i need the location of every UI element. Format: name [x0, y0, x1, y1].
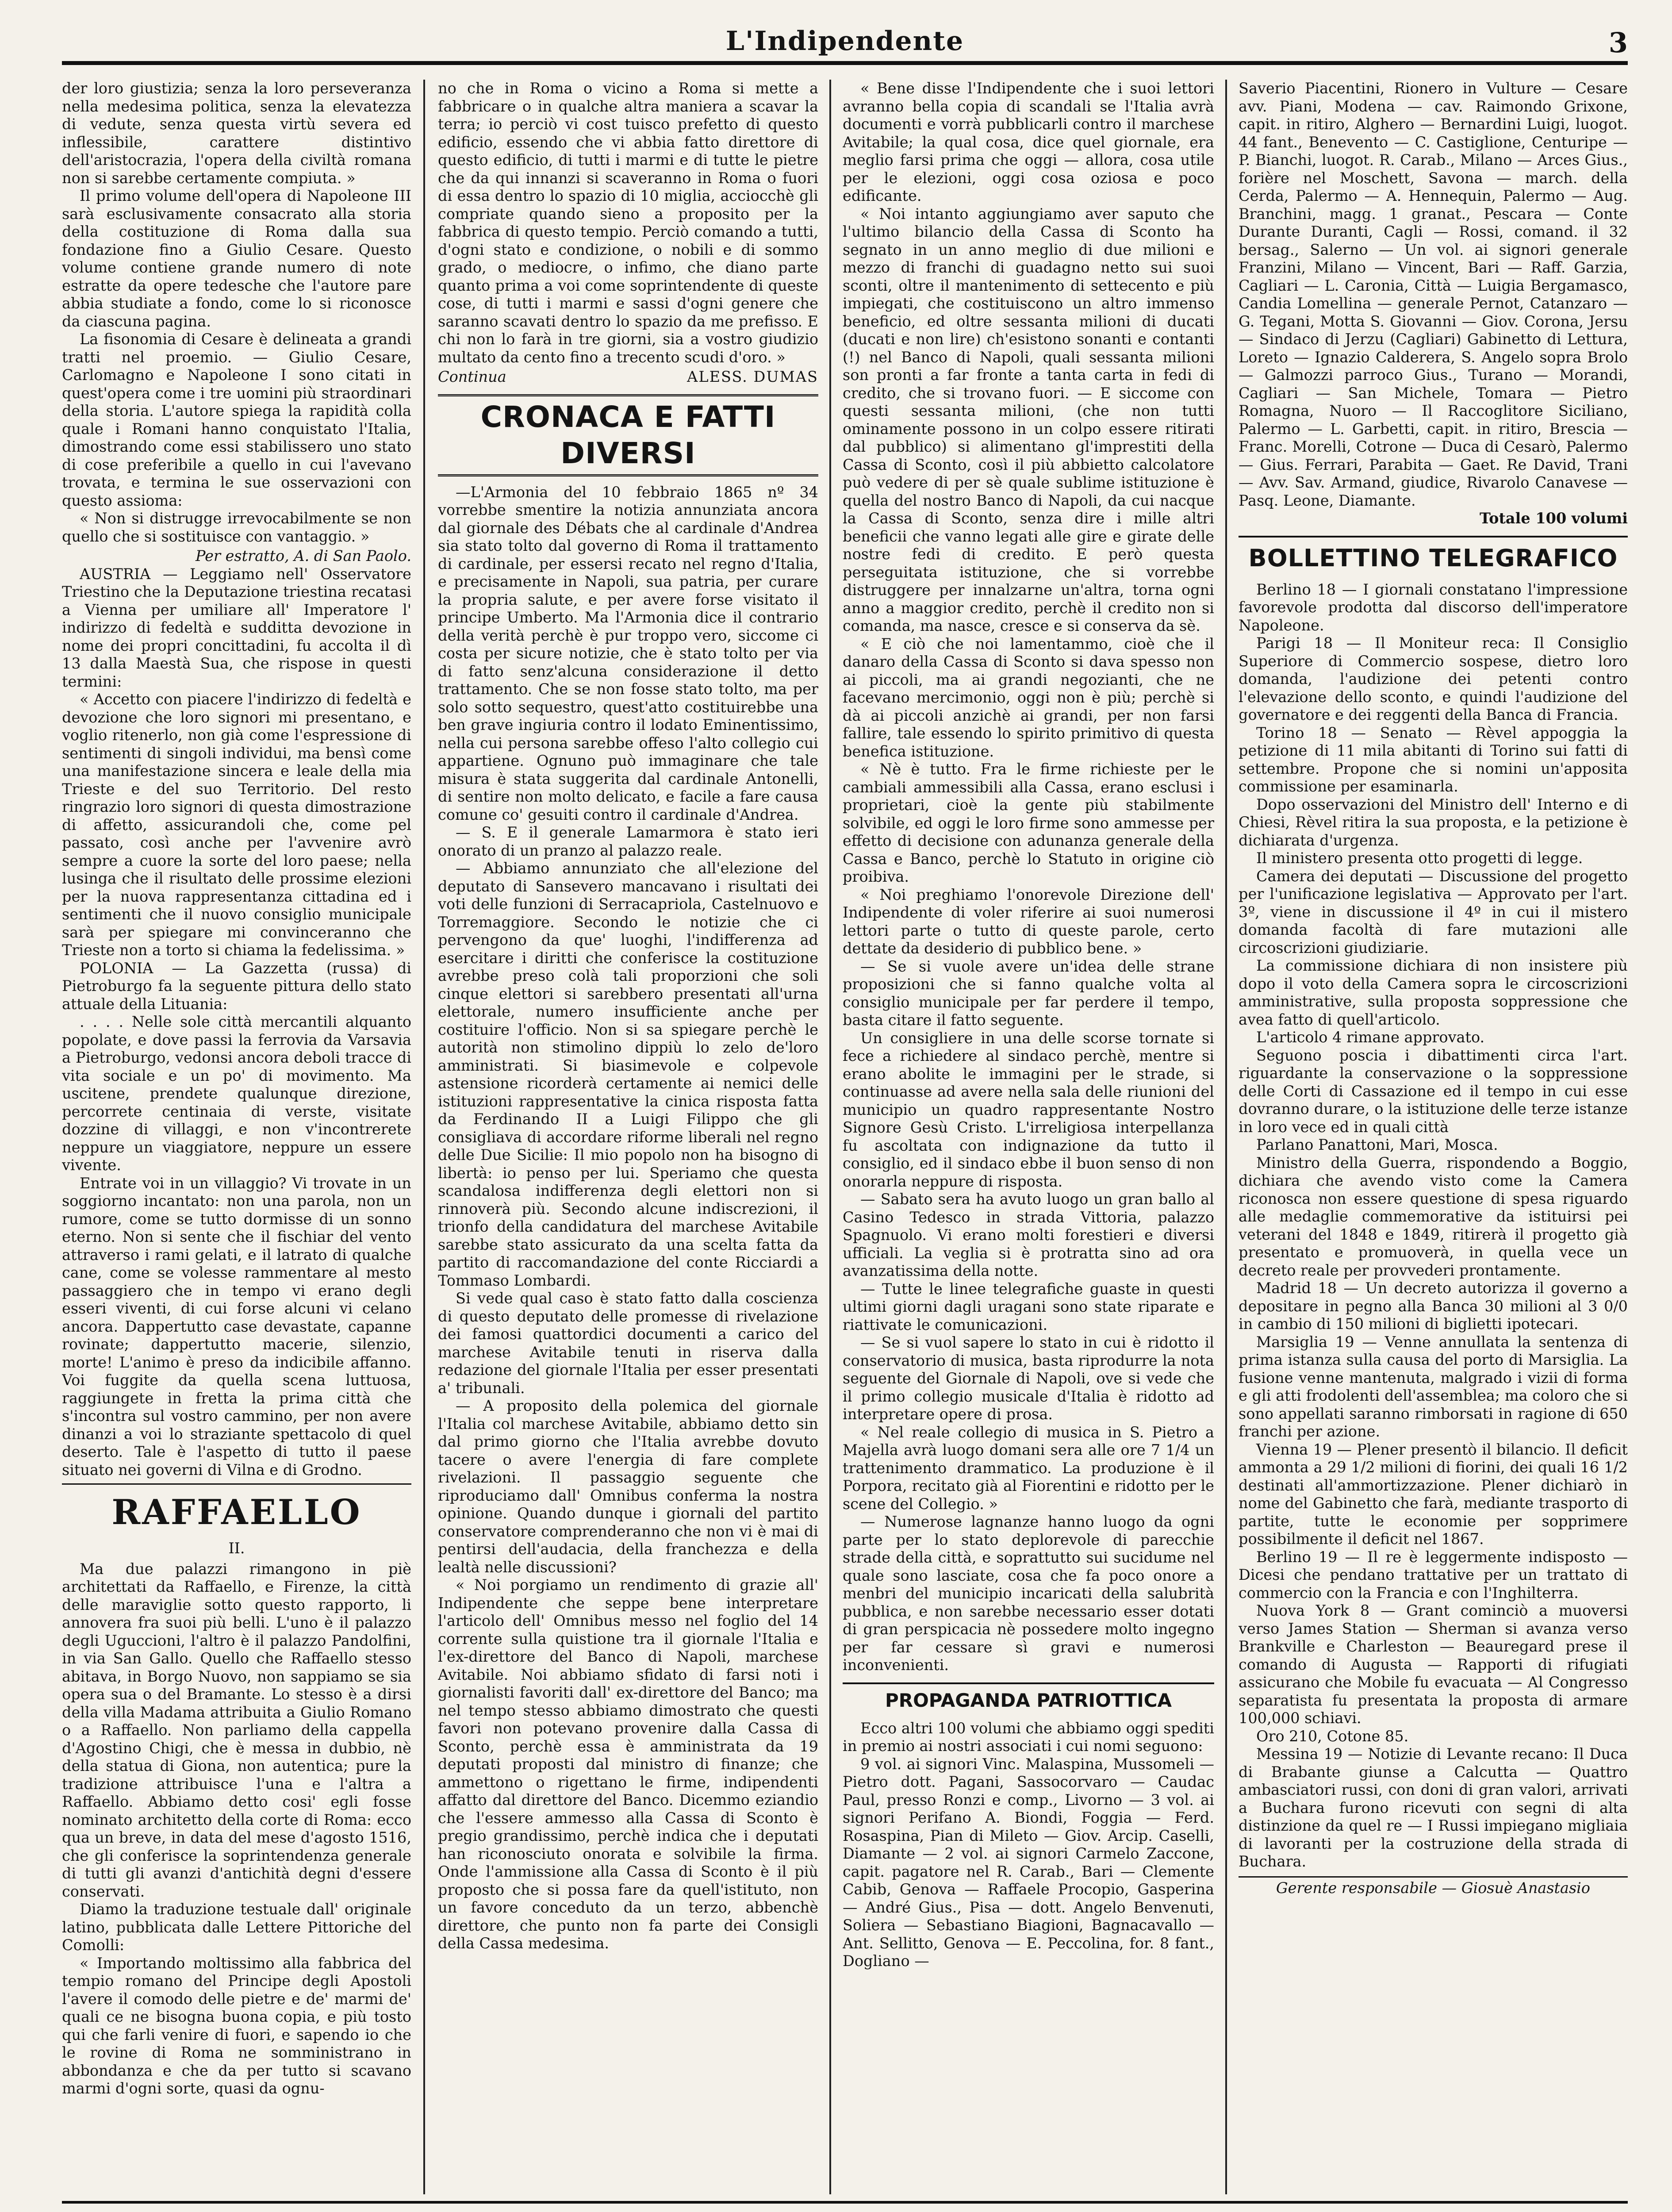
telegram-item: La commissione dichiara di non insistere più dopo il voto della Camera sopra le circoscrizioni amministrative, sulla proposta soppressione che avea fatto di quell'articolo. — [1239, 957, 1628, 1028]
column-1 — [62, 80, 411, 2194]
news-item: — Abbiamo annunziato che all'elezione del deputato di Sansevero mancavano i risultati dei voti delle funzioni di Serracapriola, Castelnuovo e Torremaggiore. Secondo le notizie che ci pervengono da que' luoghi, l'indifferenza ad esercitare i diritti che conferisce la costituzione avrebbe preso colà tali proporzioni che soli cinque elettori si sarebbero presentati all'urna elettorale, numero insufficiente anche per costituire l'officio. Non si sa spiegare perchè le autorità non stimolino dippiù lo zelo de'loro amministrati. Si biasimevole e colpevole astensione ricorderà certamente ai nemici delle istituzioni rappresentative la cinica risposta fatta da Ferdinando II a Luigi Filippo che gli consigliava di accordare riforme liberali nel regno delle Due Sicilie: Il mio popolo non ha bisogno di libertà: io penso per lui. Speriamo che questa scandalosa indifferenza degli elettori non si rinnoverà più. Secondo alcune indiscrezioni, il trionfo della candidatura del marchese Avitabile sarebbe stato assicurato da una scelta fatta da partito di raccomandazione del conte Ricciardi a Tommaso Lombardi. — [438, 860, 818, 1289]
telegram-item: Madrid 18 — Un decreto autorizza il governo a depositare in pegno alla Banca 30 milioni al 3 0/0 in cambio di 150 milioni di biglietti ipotecari. — [1239, 1279, 1628, 1333]
article-paragraph: der loro giustizia; senza la loro perseveranza nella medesima politica, senza la elevatezza di vedute, senza questa virtù severa ed inflessibile, carattere distintivo dell'aristocrazia, l'opera della civiltà romana non si sarebbe certamente compiuta. » — [62, 80, 411, 187]
section-rule — [62, 1483, 411, 1485]
news-polonia: . . . . Nelle sole città mercantili alquanto popolate, e dove passi la ferrovia da Varsavia a Pietroburgo, vedonsi ancora deboli tracce di vita sociale e un po' di movimento. Ma uscitene, prendete qualunque direzione, percorrete centinaia di verste, visitate dozzine di villaggi, e non v'incontrerete neppure un viaggiatore, neppure un essere vivente. — [62, 1013, 411, 1174]
signature — [62, 547, 411, 565]
news-item: — Tutte le linee telegrafiche guaste in questi ultimi giorni dagli uragani sono state riparate e riattivate le comunicazioni. — [843, 1280, 1214, 1333]
telegram-item: Marsiglia 19 — Venne annullata la sentenza di prima istanza sulla causa del porto di Marsiglia. La fusione venne mantenuta, malgrado i vizii di forma e gli atti frodolenti dell'assemblea; ma coloro che si sono appellati saranno rimborsati in ragione di 650 franchi per azione. — [1239, 1333, 1628, 1440]
article-paragraph: « Importando moltissimo alla fabbrica del tempio romano del Principe degli Apostoli l'avere il comodo delle pietre e de' marmi de' quali ce ne bisogna buona copia, e più tosto qui che farli venire di fuori, e sapendo io che le rovine di Roma ne somministrano in abbondanza e che da per tutto si scavano marmi d'ogni sorte, quasi da ognu- — [62, 1954, 411, 2097]
masthead — [62, 22, 1628, 62]
headline-bollettino: BOLLETTINO TELEGRAFICO — [1239, 536, 1628, 574]
article-paragraph: Ecco altri 100 volumi che abbiamo oggi spediti in premio ai nostri associati i cui nomi seguono: — [843, 1719, 1214, 1755]
news-item: Si vede qual caso è stato fatto dalla coscienza di questo deputato delle promesse di rivelazione dei famosi quattordici documenti a carico del marchese Avitabile tenuti in riserva dalla redazione del giornale l'Italia per esser presentati a' tribunali. — [438, 1290, 818, 1397]
telegram-item: Il ministero presenta otto progetti di legge. — [1256, 849, 1583, 867]
column-2 — [438, 80, 818, 2194]
telegram-item: Seguono poscia i dibattimenti circa l'art. riguardante la conservazione o la soppressione delle Corti di Cassazione ed il tempo in cui esse dovranno durare, o la istituzione delle terze istanze in loro vece ed in quali città — [1239, 1046, 1628, 1136]
news-item: — Se si vuol sapere lo stato in cui è ridotto il conservatorio di musica, basta riprodurre la nota seguente del Giornale di Napoli, ove si vede che il primo collegio musicale d'Italia è ridotto ad interpretare opere di prosa. — [843, 1334, 1214, 1423]
headline-raffaello: RAFFAELLO — [111, 1492, 362, 1532]
subscriber-list: 9 vol. ai signori Vinc. Malaspina, Mussomeli — Pietro dott. Pagani, Sassocorvaro — Caudac Paul, presso Ronzi e comp., Livorno — 3 vol. ai signori Perifano A. Biondi, Foggia — Ferd. Rosaspina, Pian di Mileto — Giov. Arcip. Caselli, Diamante — 2 vol. ai signori Carmelo Zaccone, capit. pagatore nel R. Carab., Bari — Clemente Cabib, Genova — Raffaele Procopio, Gasperina — André Gius., Pisa — dott. Angelo Benvenuti, Soliera — Sebastiano Biagioni, Bagnacavallo — Ant. Sellitto, Genova — E. Peccolina, for. 8 fant., Dogliano — — [843, 1755, 1214, 1970]
telegram-item: Parigi 18 — Il Moniteur reca: Il Consiglio Superiore di Commercio sospese, dietro loro domanda, l'audizione dei petenti contro l'elevazione dello sconto, e quindi l'audizione del governatore e dei reggenti della Banca di Francia. — [1239, 634, 1628, 723]
news-austria: AUSTRIA — Leggiamo nell' Osservatore Triestino che la Deputazione triestina recatasi a Vienna per umiliare all' Imperatore l' indirizzo di fedeltà e sudditta devozione in nome dei propri concittadini, fu accolta il dì 13 dalla Maestà Sua, che rispose in questi termini: — [62, 565, 411, 690]
news-item: — Se si vuole avere un'idea delle strane proposizioni che si fanno qualche volta al consiglio municipale per far perdere il tempo, basta citare il fatto seguente. — [843, 957, 1214, 1029]
news-polonia: POLONIA — La Gazzetta (russa) di Pietroburgo fa la seguente pittura dello stato attuale della Lituania: — [62, 959, 411, 1013]
telegram-item: Parlano Panattoni, Mari, Mosca. — [1256, 1136, 1498, 1153]
news-item: —L'Armonia del 10 febbraio 1865 nº 34 vorrebbe smentire la notizia annunziata ancora dal giornale des Débats che al cardinale d'Andrea sia stato tolto dal governo di Roma il trattamento di cardinale, per essersi recato nel regno d'Italia, e precisamente in Napoli, sua patria, per curare la propria salute, e per avere forse visitato il principe Umberto. Ma l'Armonia dice il contrario della verità perchè è pur troppo vero, siccome ci costa per sicure notizie, che è stato tolto per via di fatto senz'alcuna considerazione il detto trattamento. Che se non fosse stato tolto, ma per solo sotto sequestro, quest'atto costituirebbe una ben grave ingiuria contro il lodato Eminentissimo, nella cui persona sarebbe offeso l'alto collegio cui appartiene. Ognuno può immaginare che tale misura è stata suggerita dal cardinale Antonelli, di sentire non molto delicato, e facile a fare causa comune co' gesuiti contro il cardinale d'Andrea. — [438, 483, 818, 823]
telegram-item: Vienna 19 — Plener presentò il bilancio. Il deficit ammonta a 29 1/2 milioni di fiorini, dei quali 16 1/2 destinati all'ammortizzazione. Plener dichiarò in nome del Gabinetto che farà, mediante trasporto di partite, tutte le economie per sopprimere possibilmente il deficit nel 1867. — [1239, 1440, 1628, 1548]
telegram-item: Oro 210, Cotone 85. — [1256, 1727, 1409, 1745]
news-item: « Bene disse l'Indipendente che i suoi lettori avranno bella copia di scandali se l'Italia avrà documenti e vorrà pubblicarli contro il marchese Avitabile; la qual cosa, dice quel giornale, era meglio farsi prima che oggi — allora, cosa utile per le elezioni, oggi cosa oziosa e poco edificante. — [843, 80, 1214, 204]
telegram-item: Dopo osservazioni del Ministro dell' Interno e di Chiesi, Rèvel ritira la sua proposta, e la petizione è dichiarata d'urgenza. — [1239, 795, 1628, 849]
headline-subtitle: II. — [228, 1540, 245, 1557]
telegram-item: Berlino 19 — Il re è leggermente indisposto — Dicesi che pendano trattative per un trattato di commercio con la Francia e con l'Inghilterra. — [1239, 1548, 1628, 1601]
totale-volumi: Totale 100 volumi — [1480, 510, 1628, 527]
masthead-rule — [62, 61, 1628, 65]
news-item: « Noi porgiamo un rendimento di grazie all' Indipendente che seppe bene interpretare l'articolo dell' Omnibus messo nel foglio del 14 corrente sulla quistione tra il giornale l'Italia e l'ex-direttore del Banco di Napoli, marchese Avitabile. Noi abbiamo sfidato di farsi noti i giornalisti favoriti dall' ex-direttore del Banco; ma nel tempo stesso abbiamo dimostrato che questi favori non potevano provenire dalla Cassa di Sconto, perchè essa è amministrata da 19 deputati proposti dal ministro di finanze; che ammettono o rigettano le firme, indipendenti affatto dal direttore del Banco. Dicemmo eziandio che l'essere ammesso alla Cassa di Sconto è pregio grandissimo, perchè indica che i deputati han riconosciuto onorata e solvibile la firma. Onde l'ammissione alla Cassa di Sconto è il più proposto che si possa fare da quell'istituto, non un favore conceduto da un terzo, abbenchè direttore, che punto non fa parte dei Consigli della Cassa medesima. — [438, 1576, 818, 1952]
news-item: « Nè è tutto. Fra le firme richieste per le cambiali ammessibili alla Cassa, erano esclusi i proprietari, cioè la gente più stabilmente solvibile, ed oggi le loro firme sono ammesse per effetto di decisione con adunanza generale della Cassa e Banco, perchè lo Statuto in origine ciò proibiva. — [843, 760, 1214, 885]
news-item: — Sabato sera ha avuto luogo un gran ballo al Casino Tedesco in strada Vittoria, palazzo Spagnuolo. Vi erano molti forestieri e diversi ufficiali. La veglia si è protratta sino ad ora avanzatissima della notte. — [843, 1190, 1214, 1279]
news-item: — A proposito della polemica del giornale l'Italia col marchese Avitabile, abbiamo detto sin dal primo giorno che l'Italia avrebbe dovuto tacere o avere l'energia di fare complete rivelazioni. Il passaggio seguente che riproduciamo dall' Omnibus conferma la nostra opinione. Quando dunque i giornali del partito conservatore comprenderanno che non vi è mai di pentirsi dell'audacia, della franchezza e della lealtà nelle discussioni? — [438, 1397, 818, 1576]
news-item: — S. E il generale Lamarmora è stato ieri onorato di un pranzo al palazzo reale. — [438, 824, 818, 859]
news-item: « Noi intanto aggiungiamo aver saputo che l'ultimo bilancio della Cassa di Sconto ha segnato in un anno meglio di due milioni e mezzo di franchi di guadagno netto sui suoi sconti, oltre il mantenimento di settecento e più impiegati, che costituiscono un altro immenso beneficio, ed oltre sessanta milioni di ducati (ducati e non lire) ch'esistono sonanti e contanti (!) nel Banco di Napoli, quali sessanta milioni son pronti a far fronte a tanta carta in fedi di credito, che si trovano fuori. — E siccome con questi sessanta milioni, (che non tutti ominamente possono in un colpo essere ritirati dal pubblico) si alimentano gl'imprestiti della Cassa di Sconto, così il più abbietto calcolatore può vedere di per sè quale sublime istituzione è quella del nostro Banco di Napoli, da cui nacque la Cassa di Sconto, senza dire i mille altri beneficii che vanno legati alle gire e girate delle nostre fedi di credito. E però questa perseguitata istituzione, che si vorrebbe distruggere per innalzarne un'altra, torna ogni anno a maggior credito, perchè il credito non si comanda, ma nasce, cresce e si conserva da sè. — [843, 205, 1214, 634]
telegram-item: Berlino 18 — I giornali constatano l'impressione favorevole prodotta dal discorso dell'imperatore Napoleone. — [1239, 580, 1628, 634]
column-4 — [1239, 80, 1628, 2194]
article-paragraph: « Non si distrugge irrevocabilmente se non quello che si sostituisce con vantaggio. » — [62, 510, 411, 545]
column-divider — [1225, 80, 1227, 2194]
telegram-item: Ministro della Guerra, rispondendo a Boggio, dichiara che avendo visto come la Camera riconosca non essere questione di spesa riguardo alle medaglie commemorative da istituirsi pei veterani del 1848 e 1849, ritirerà il progetto già presentato e promuoverà, in quella vece un decreto reale per provvederi prontamente. — [1239, 1154, 1628, 1279]
newspaper-title: L'Indipendente — [725, 26, 964, 57]
news-polonia: Entrate voi in un villaggio? Vi trovate in un soggiorno incantato: non una parola, non un rumore, come se tutto dormisse di un sonno eterno. Non si sente che il fischiar del vento attraverso i rami gelati, e il latrato di qualche cane, come se volesse rammentare al mesto passaggiero che in tempo vi erano degli esseri viventi, di cui forse alcuni vi celano ancora. Dappertutto case devastate, capanne rovinate; dappertutto macerie, silenzio, morte! L'animo è preso da indicibile affanno. Voi fuggite da quella scena luttuosa, raggiungete in fretta la prima città che s'incontra sul vostro cammino, per non avere dinanzi a voi lo straziante spettacolo di quel deserto. Tale è l'aspetto di tutto il paese situato nei governi di Vilna e di Grodno. — [62, 1174, 411, 1479]
headline-cronaca: CRONACA E FATTI DIVERSI — [438, 394, 818, 476]
article-paragraph: La fisonomia di Cesare è delineata a grandi tratti nel proemio. — Giulio Cesare, Carlomagno e Napoleone I sono citati in quest'opera come i tre uomini più straordinari della storia. L'autore spiega la rapidità colla quale i Romani hanno conquistato l'Italia, dimostrando come essi stabilissero uno stato di cose preferibile a quello in cui l'avevano trovata, e termina le sue osservazioni con questo assioma: — [62, 330, 411, 509]
news-item: « Noi preghiamo l'onorevole Direzione dell' Indipendente di voler riferire ai suoi numerosi lettori parte o tutto di queste parole, certo dettate da desiderio di pubblico bene. » — [843, 886, 1214, 957]
telegram-item: Messina 19 — Notizie di Levante recano: Il Duca di Brabante giunse a Calcutta — Quattro ambasciatori russi, con doni di gran valori, arrivati a Buchara furono ricevuti con segni di alta distinzione da quel re — I Russi impiegano migliaia di lavoranti per la costruzione della strada di Buchara. — [1239, 1745, 1628, 1870]
gerente-responsabile: Gerente responsabile — Giosuè Anastasio — [1239, 1876, 1628, 1897]
headline-propaganda: PROPAGANDA PATRIOTTICA — [843, 1682, 1214, 1713]
telegram-item: Camera dei deputati — Discussione del progetto per l'unificazione legislativa — Approvato per l'art. 3º, viene in discussione il 4º in cui il mistero domanda facoltà di fare mutazioni alle circoscrizioni giudiziarie. — [1239, 867, 1628, 956]
news-item: « E ciò che noi lamentammo, cioè che il danaro della Cassa di Sconto si dava spesso non ai piccoli, ma ai grandi negozianti, che ne facevano mercimonio, oggi non è più; perchè si dà ai piccoli anzichè ai grandi, per non farsi fallire, tale essendo lo spirito primitivo di questa benefica istituzione. — [843, 635, 1214, 760]
continua-label: Continua — [438, 368, 506, 385]
telegram-item: L'articolo 4 rimane approvato. — [1256, 1029, 1485, 1046]
subscriber-list: Saverio Piacentini, Rionero in Vulture — Cesare avv. Piani, Modena — cav. Raimondo Grixone, capit. in ritiro, Alghero — Bernardini Luigi, luogot. 44 fant., Benevento — C. Castiglione, Centuripe — P. Bianchi, luogot. R. Carab., Milano — Arces Gius., forière nel Moschett, Savona — march. della Cerda, Palermo — A. Hennequin, Palermo — Aug. Branchini, magg. 1 granat., Pescara — Conte Durante Duranti, Cagli — Rossi, comand. il 32 bersag., Salerno — Un vol. ai signori generale Franzini, Milano — Vincent, Bari — Raff. Garzia, Cagliari — L. Caronia, Città — Luigia Bergamasco, Candia Lomellina — generale Pernot, Catanzaro — G. Tegani, Motta S. Giovanni — Giov. Corona, Jersu — Sindaco di Jerzu (Cagliari) Gabinetto di Lettura, Loreto — Ignazio Calderera, S. Angelo sopra Brolo — Galmozzi parroco Gius., Turano — Morandi, Cagliari — San Michele, Tomara — Pietro Romagna, Nuoro — Il Raccoglitore Siciliano, Palermo — L. Garbetti, capit. in ritiro, Brescia — Franc. Morelli, Cotrone — Duca di Cesarò, Palermo — Gius. Ferrari, Parabita — Gaet. Re David, Trani — Avv. Sav. Armand, giudice, Rivarolo Canavese — Pasq. Leone, Diamante. — [1239, 80, 1628, 509]
column-divider — [829, 80, 831, 2194]
article-paragraph: Ma due palazzi rimangono in piè architettati da Raffaello, e Firenze, la città delle maraviglie sotto questo rapporto, li annovera fra suoi più belli. L'uno è il palazzo degli Uguccioni, l'altro è il palazzo Pandolfini, in via San Gallo. Quello che Raffaello stesso abitava, in Borgo Nuovo, non sappiamo se sia opera sua o del Bramante. Lo stesso è a dirsi della villa Madama attribuita a Giulio Romano o a Raffaello. Non parliamo della cappella d'Agostino Chigi, che è messa in dubbio, nè della statua di Giona, non autentica; pure la tradizione attribuisce l'una e l'altra a Raffaello. Abbiamo detto cosi' egli fosse nominato architetto della corte di Roma: ecco qua un breve, in data del mese d'agosto 1516, che gli conferisce la soprintendenza generale di tutti gli avanzi d'antichità degni d'essere conservati. — [62, 1560, 411, 1900]
signature-right: Per estratto, A. di San Paolo. — [196, 547, 411, 565]
telegram-item: Torino 18 — Senato — Rèvel appoggia la petizione di 11 mila abitanti di Torino sui fatti di settembre. Propone che si nomini un'apposita commissione per esaminarla. — [1239, 724, 1628, 795]
article-paragraph: Diamo la traduzione testuale dall' originale latino, pubblicata dalle Lettere Pittoriche del Comolli: — [62, 1901, 411, 1954]
news-item: — Numerose lagnanze hanno luogo da ogni parte per lo stato deplorevole di parecchie strade della città, e soprattutto sui sucidume nel quale sono lasciate, cosa che fa poco onore a menbri del municipio incaricati della salubrità pubblica, e non sarebbe necessario esser dotati di gran perspicacia nè possedere molto ingegno per far cessare sì gravi e numerosi inconvenienti. — [843, 1513, 1214, 1674]
article-paragraph: no che in Roma o vicino a Roma si mette a fabbricare o in qualche altra maniera a scavar la terra; io perciò vi cost tuisco prefetto di questo edificio, essendo che vi abbia fatto direttore di questo edificio, di tutti i marmi e di tutte le pietre che da qui innanzi si scaveranno in Roma o fuori di essa dentro lo spazio di 10 miglia, acciocchè gli compriate quando sieno a proposito per la fabbrica di questo tempio. Perciò comando a tutti, d'ogni stato e condizione, o nobili e di sommo grado, o mediocre, o infimo, che diano parte quanto prima a voi come soprintendente di queste cose, di tutti i marmi e sassi d'ogni genere che saranno scavati dentro lo spazio da me prefisso. E chi non lo farà in tre giorni, sia a vostro giudizio multato da cento fino a trecento scudi d'oro. » — [438, 80, 818, 366]
page-number: 3 — [1608, 27, 1628, 59]
news-item: Un consigliere in una delle scorse tornate si fece a richiedere al sindaco perchè, mentre si erano abolite le immagini per le strade, si continuasse ad avere nella sala delle riunioni del municipio un quadro rappresentante Nostro Signore Gesù Cristo. L'irreligiosa interpellanza fu ascoltata con indignazione da tutto il consiglio, ed il sindaco ebbe il buon senso di non onorarla neppure di risposta. — [843, 1029, 1214, 1190]
column-3 — [843, 80, 1214, 2194]
signature — [438, 368, 818, 386]
news-austria: « Accetto con piacere l'indirizzo di fedeltà e devozione che loro signori mi presentano, e voglio ritenerlo, non già come l'espressione di sentimenti di singoli individui, ma bensì come una manifestazione sincera e leale della mia Trieste e del suo Territorio. Del resto ringrazio loro signori di questa dimostrazione di affetto, assicurandoli che, come pel passato, così anche per l'avvenire avrò sempre a cuore la sorte del loro paese; nella lusinga che il risultato delle prossime elezioni per la nuova rappresentanza cittadina ed i sentimenti che il nuovo consiglio municipale sarà per spiegare mi convinceranno che Trieste non a torto si chiama la fedelissima. » — [62, 691, 411, 959]
telegram-item: Nuova York 8 — Grant cominciò a muoversi verso James Station — Sherman si avanza verso Brankville e Charleston — Beauregard prese il comando di Augusta — Rapporti di rifugiati assicurano che Mobile fu evacuata — Al Congresso separatista fu presentata la proposta di armare 100,000 schiavi. — [1239, 1602, 1628, 1727]
column-divider — [423, 80, 425, 2194]
article-paragraph: Il primo volume dell'opera di Napoleone III sarà esclusivamente consacrato alla storia della costituzione di Roma dalla sua fondazione fino a Giulio Cesare. Questo volume contiene grande numero di note estratte da opere tedesche che l'autore pare abbia studiate a fondo, come lo si riconosce da ciascuna pagina. — [62, 187, 411, 330]
footer-rule — [62, 2201, 1628, 2204]
author-name: ALESS. DUMAS — [687, 368, 818, 385]
news-item: « Nel reale collegio di musica in S. Pietro a Majella avrà luogo domani sera alle ore 7 1/4 un trattenimento drammatico. La produzione è il Porpora, recitato già al Fiorentini e ridotto per le scene del Collegio. » — [843, 1423, 1214, 1513]
